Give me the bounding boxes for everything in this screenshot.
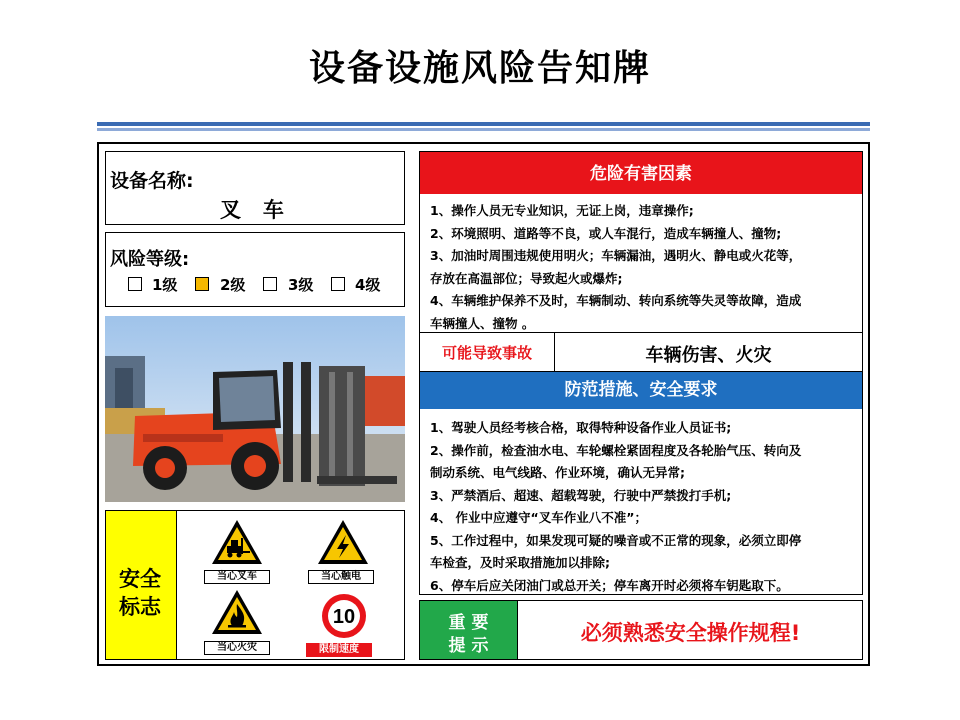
hazard-line-1: 1、操作人员无专业知识，无证上岗，违章操作; — [430, 203, 694, 218]
electric-shock-warning-icon — [316, 518, 370, 566]
accident-label: 可能导致事故 — [441, 344, 532, 362]
speed-limit-icon — [319, 592, 369, 642]
measures-section-header: 防范措施、安全要求 — [420, 372, 862, 409]
risk-level-3-checkbox — [263, 277, 277, 291]
hazard-list — [430, 200, 858, 335]
measure-line-6: 5、工作过程中，如果发现可疑的噪音或不正常的现象，必须立即停 — [430, 532, 802, 548]
safety-sign-label-line1: 安全 — [119, 567, 161, 591]
fire-warning-icon — [210, 588, 264, 638]
speed-limit-value: 10 — [332, 606, 356, 628]
risk-level-4-checkbox — [331, 277, 345, 291]
hazard-line-5: 4、车辆维护保养不及时，车辆制动、转向系统等失灵等故障，造成 — [430, 293, 802, 308]
notice-label-line1: 重 要 — [448, 613, 489, 633]
forklift-photo — [105, 316, 405, 502]
risk-level-1-text: 1级 — [152, 276, 178, 294]
safety-sign-label-line2: 标志 — [119, 595, 161, 619]
notice-text: 必须熟悉安全操作规程! — [580, 621, 801, 645]
title-divider-top — [97, 122, 870, 126]
measure-line-2: 2、操作前，检查油水电、车轮螺栓紧固程度及各轮胎气压、转向及 — [430, 442, 802, 458]
hazard-line-4: 存放在高温部位；导致起火或爆炸; — [430, 270, 623, 286]
measure-line-7: 车检查，及时采取措施加以排除; — [430, 555, 610, 570]
measure-line-4: 3、严禁酒后、超速、超载驾驶，行驶中严禁拨打手机; — [430, 487, 732, 503]
accident-value: 车辆伤害、火灾 — [645, 345, 772, 366]
measure-line-1: 1、驾驶人员经考核合格，取得特种设备作业人员证书; — [430, 420, 732, 435]
equipment-name-value: 叉 车 — [220, 198, 284, 222]
risk-level-3-text: 3级 — [288, 276, 314, 294]
risk-level-1-checkbox — [128, 277, 142, 291]
hazard-line-6: 车辆撞人、撞物 。 — [430, 315, 535, 331]
equipment-name-label: 设备名称: — [110, 170, 194, 192]
hazard-section-header: 危险有害因素 — [420, 152, 862, 194]
risk-level-4-text: 4级 — [355, 276, 381, 294]
page-title: 设备设施风险告知牌 — [308, 48, 651, 89]
measure-line-8: 6、停车后应关闭油门或总开关；停车离开时必须将车钥匙取下。 — [430, 577, 789, 593]
fire-warning-caption: 当心火灾 — [204, 641, 270, 655]
risk-level-2-text: 2级 — [220, 276, 246, 294]
forklift-warning-icon — [210, 518, 264, 566]
risk-level-label: 风险等级: — [110, 249, 190, 270]
hazard-line-3: 3、加油时周围违规使用明火；车辆漏油，遇明火、静电或火花等， — [430, 248, 802, 263]
risk-level-box — [105, 232, 405, 307]
hazard-line-2: 2、环境照明、道路等不良，或人车混行，造成车辆撞人、撞物; — [430, 225, 782, 241]
electric-shock-warning-caption: 当心触电 — [308, 570, 374, 584]
forklift-warning-caption: 当心叉车 — [204, 570, 270, 584]
notice-label-line2: 提 示 — [448, 636, 489, 656]
measure-line-5: 4、 作业中应遵守“叉车作业八不准”； — [430, 510, 647, 525]
equipment-name-box — [105, 151, 405, 225]
safety-sign-label-box — [105, 510, 177, 660]
title-divider-bottom — [97, 128, 870, 131]
measures-list — [430, 417, 858, 597]
speed-limit-caption: 限制速度 — [306, 643, 372, 657]
measure-line-3: 制动系统、电气线路、作业环境，确认无异常; — [430, 465, 685, 480]
risk-level-2-checkbox — [195, 277, 209, 291]
